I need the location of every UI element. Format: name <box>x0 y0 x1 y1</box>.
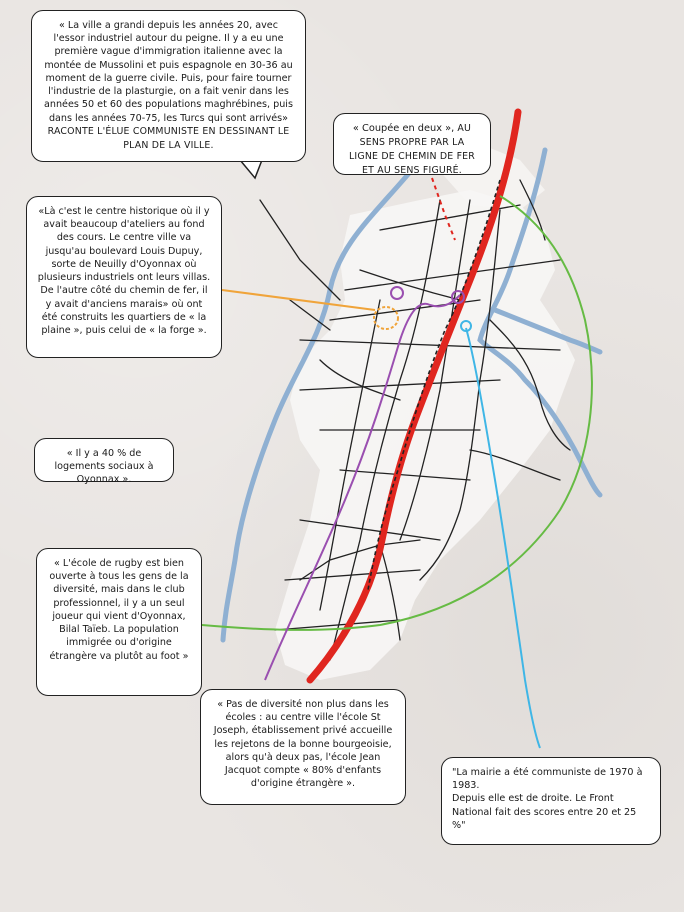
split-quote-bubble <box>333 113 491 175</box>
history-quote-text: « La ville a grandi depuis les années 20, avec l'essor industriel autour du peigne. Il y a eu une première vague d'immigration italienne avec la montée de Mussolini et puis espagnole en 30-36 au moment de la guerre civile. Puis, pour faire tourner l'industrie de la plasturgie, on a fait venir dans les années 50 et 60 des populations maghrébines, puis dans les années 70-75, les Turcs qui sont arrivés» <box>44 20 293 124</box>
history-quote-bubble <box>31 10 306 162</box>
mayor-quote-bubble <box>441 757 661 845</box>
rugby-quote-bubble <box>36 548 202 696</box>
split-caption: AU SENS PROPRE PAR LA LIGNE DE CHEMIN DE FER ET AU SENS FIGURÉ. <box>348 123 475 176</box>
split-quote-text: « Coupée en deux », <box>352 123 458 134</box>
mayor-quote-line2: Depuis elle est de droite. Le Front National fait des scores entre 20 et 25 %" <box>452 793 637 831</box>
housing-quote-text: « Il y a 40 % de logements sociaux à Oyonnax ». <box>54 448 154 486</box>
history-bubble-tail <box>240 160 262 178</box>
schools-quote-bubble <box>200 689 406 805</box>
rugby-quote-text: « L'école de rugby est bien ouverte à tous les gens de la diversité, mais dans le club professionnel, il y a un seul joueur qui vient d'Oyonnax, Bilal Taïeb. La population immigrée ou d'origine étrangère va plutôt au foot » <box>49 558 189 662</box>
center-quote-bubble <box>26 196 222 358</box>
center-quote-text: «Là c'est le centre historique où il y avait beaucoup d'ateliers au fond des cours. Le centre ville va jusqu'au boulevard Louis Dupuy, sorte de Neuilly d'Oyonnax où plusieurs industriels ont leurs villas. De l'autre côté du chemin de fer, il y avait d'anciens marais» où ont été construits les quartiers de « la plaine », puis celui de « la forge ». <box>37 206 211 337</box>
mayor-quote-line1: "La mairie a été communiste de 1970 à 1983. <box>452 767 643 792</box>
city-area <box>275 190 575 680</box>
schools-quote-text: « Pas de diversité non plus dans les écoles : au centre ville l'école St Joseph, établissement privé accueille les rejetons de la bonne bourgeoisie, alors qu'à deux pas, l'école Jean Jacquot compte « 80% d'enfants d'origine étrangère ». <box>213 699 393 790</box>
history-caption: RACONTE L'ÉLUE COMMUNISTE EN DESSINANT LE PLAN DE LA VILLE. <box>47 125 290 151</box>
housing-quote-bubble <box>34 438 174 486</box>
